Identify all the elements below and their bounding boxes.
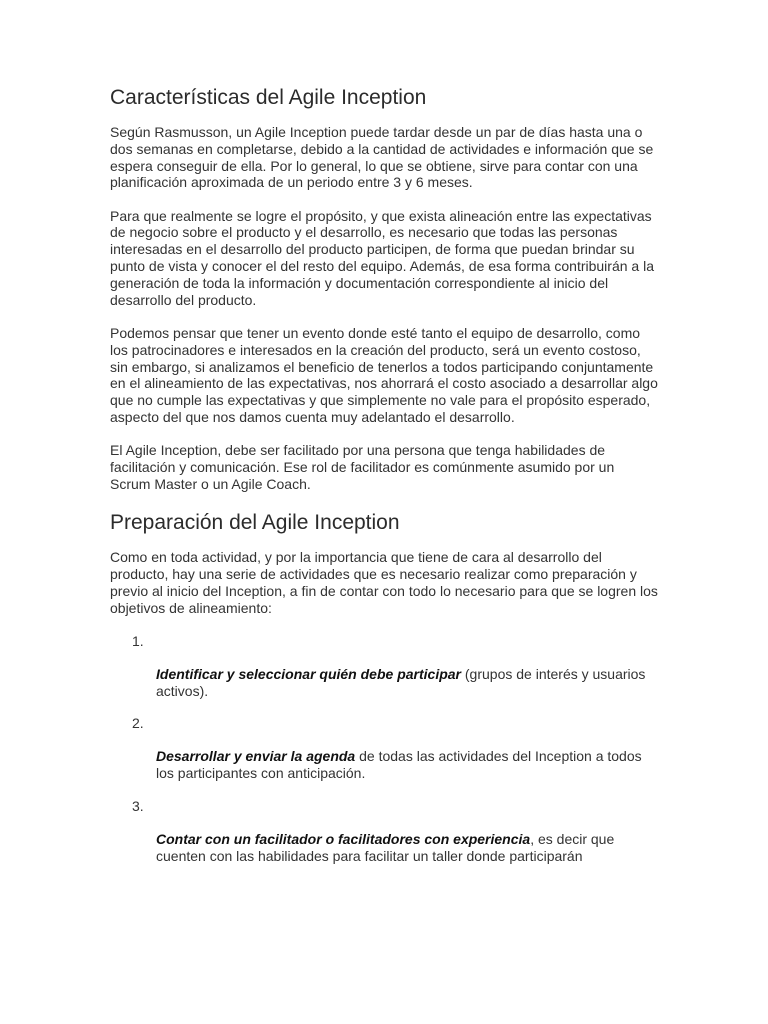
- paragraph: Podemos pensar que tener un evento donde esté tanto el equipo de desarrollo, como los patrocinadores e interesados en la creación del producto, será un evento costoso, sin embargo, si analizamos el beneficio de tenerlos a todos participando conjuntamente en el alineamiento de las expectativas, nos ahorrará el costo asociado a desarrollar algo que no cumple las expectativas y que simplemente no vale para el propósito esperado, aspecto del que nos damos cuenta muy adelantado el desarrollo.: [110, 324, 658, 425]
- preparation-list: [110, 633, 658, 865]
- list-item: [110, 633, 658, 700]
- list-item-text: [156, 633, 658, 700]
- paragraph-intro: Como en toda actividad, y por la importancia que tiene de cara al desarrollo del producto, hay una serie de actividades que es necesario realizar como preparación y previo al inicio del Inception, a fin de contar con todo lo necesario para que se logren los objetivos de alineamiento:: [110, 549, 658, 616]
- list-item-bold: Contar con un facilitador o facilitadores con experiencia: [156, 831, 531, 848]
- list-item: [110, 715, 658, 782]
- paragraph: Según Rasmusson, un Agile Inception puede tardar desde un par de días hasta una o dos semanas en completarse, debido a la cantidad de actividades e información que se espera conseguir de ella. Por lo general, lo que se obtiene, sirve para contar con una planificación aproximada de un periodo entre 3 y 6 meses.: [110, 124, 654, 191]
- list-item: [110, 798, 658, 865]
- section-heading-preparacion: Preparación del Agile Inception: [110, 511, 400, 535]
- document-page: [110, 84, 658, 881]
- paragraph: Para que realmente se logre el propósito, y que exista alineación entre las expectativas de negocio sobre el producto y el desarrollo, es necesario que todas las personas interesadas en el desarrollo del producto participen, de forma que puedan brindar su punto de vista y conocer el del resto del equipo. Además, de esa forma contribuirán a la generación de toda la información y documentación correspondiente al inicio del desarrollo del producto.: [110, 207, 654, 308]
- list-item-rest: , es decir que cuenten con las habilidades para facilitar un taller donde participarán: [156, 831, 615, 864]
- list-item-number: 3.: [132, 798, 144, 815]
- list-item-number: 1.: [132, 632, 144, 649]
- section-heading-caracteristicas: Características del Agile Inception: [110, 86, 427, 109]
- list-item-rest: (grupos de interés y usuarios activos).: [156, 665, 646, 699]
- list-item-rest: de todas las actividades del Inception a todos los participantes con anticipación.: [156, 748, 642, 782]
- list-item-bold: Desarrollar y enviar la agenda: [156, 748, 356, 765]
- list-item-text: [156, 715, 658, 782]
- paragraph: El Agile Inception, debe ser facilitado por una persona que tenga habilidades de facilitación y comunicación. Ese rol de facilitador es comúnmente asumido por un Scrum Master o un Agile Coach.: [110, 442, 615, 492]
- list-item-text: [156, 798, 658, 865]
- list-item-bold: Identificar y seleccionar quién debe participar: [156, 665, 461, 682]
- list-item-number: 2.: [132, 715, 144, 732]
